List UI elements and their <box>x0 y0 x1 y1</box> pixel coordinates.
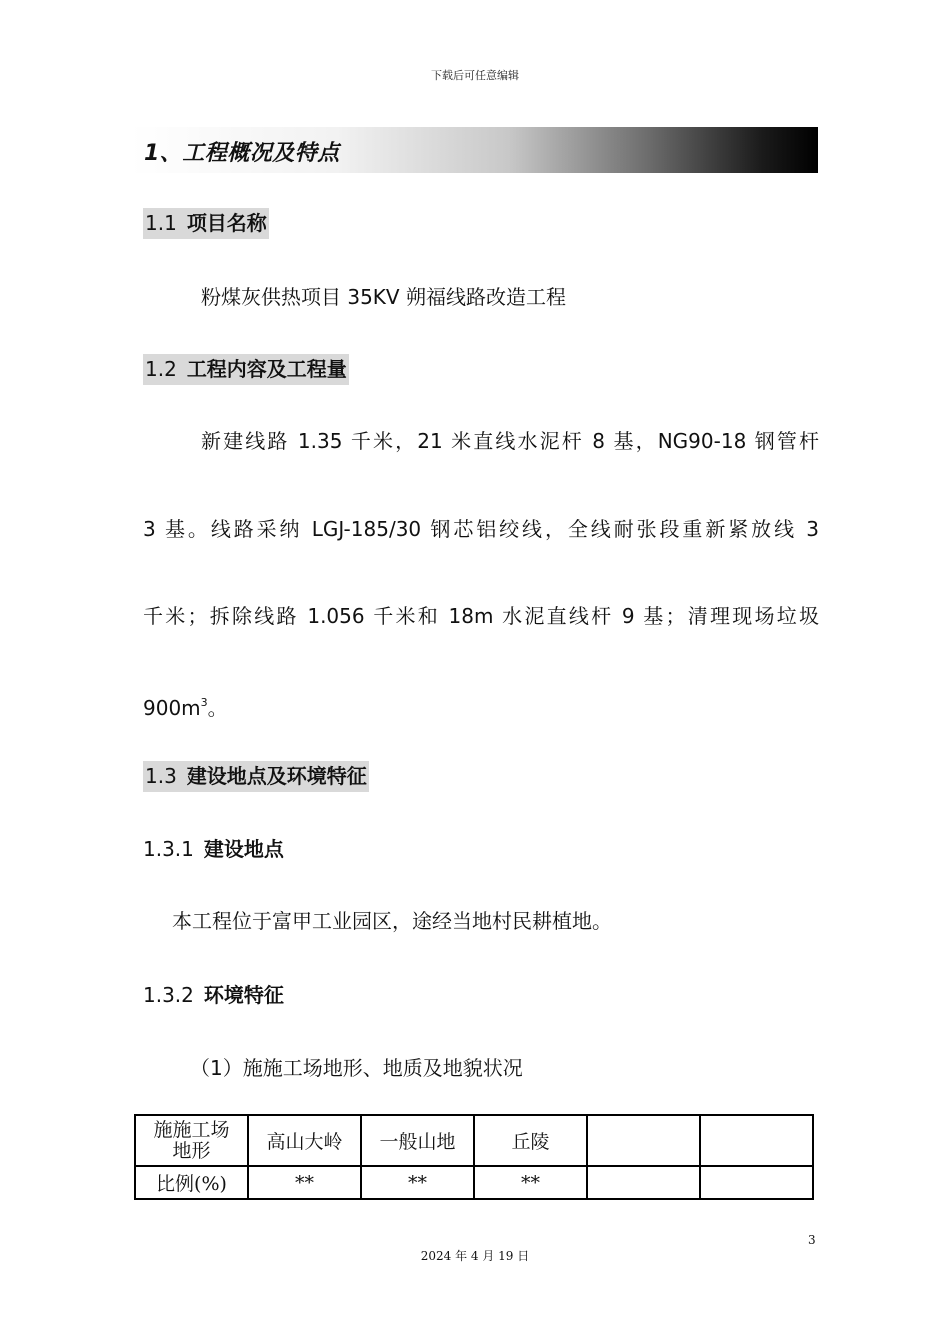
table-header-cell <box>700 1115 813 1166</box>
header-note: 下载后可任意编辑 <box>431 69 519 82</box>
paragraph-line-last <box>143 690 228 721</box>
table-header-label <box>135 1115 248 1166</box>
section-number: 1.3.2 <box>143 983 194 1007</box>
section-title: 建设地点及环境特征 <box>186 764 367 788</box>
section-heading-1-3-1 <box>143 836 284 862</box>
page-number: 3 <box>808 1233 816 1247</box>
cubic-superscript: 3 <box>200 696 208 709</box>
section-heading-1-3-2 <box>143 982 284 1008</box>
section-heading-1-2 <box>143 354 349 385</box>
header-label-line: 地形 <box>172 1139 211 1162</box>
footer-date: 2024 年 4 月 19 日 <box>420 1249 530 1263</box>
terrain-item-text: （1）施施工场地形、地质及地貌状况 <box>190 1056 523 1080</box>
table-cell: ** <box>361 1166 474 1199</box>
table-cell: ** <box>248 1166 361 1199</box>
header-label-line: 施施工场 <box>153 1118 230 1141</box>
section-number: 1.3.1 <box>143 837 194 861</box>
table-cell: ** <box>474 1166 587 1199</box>
table-cell <box>587 1166 700 1199</box>
section-number: 1.1 <box>145 211 177 235</box>
location-text: 本工程位于富甲工业园区，途经当地村民耕植地。 <box>172 909 612 933</box>
chapter-title-bar <box>130 127 818 173</box>
section-title: 环境特征 <box>203 983 284 1007</box>
table-row <box>135 1115 813 1166</box>
section-number: 1.2 <box>145 357 177 381</box>
section-heading-1-3 <box>143 761 369 792</box>
table-header-cell: 一般山地 <box>361 1115 474 1166</box>
table-cell <box>700 1166 813 1199</box>
chapter-title: 1、工程概况及特点 <box>144 141 340 166</box>
section-heading-1-1 <box>143 208 269 239</box>
section-title: 工程内容及工程量 <box>186 357 347 381</box>
paragraph-line: 新建线路 1.35 千米，21 米直线水泥杆 8 基，NG90-18 钢管杆 <box>201 429 819 453</box>
table-header-cell: 丘陵 <box>474 1115 587 1166</box>
end-mark: 。 <box>207 696 228 720</box>
table-header-cell: 高山大岭 <box>248 1115 361 1166</box>
table-row-label: 比例(%) <box>135 1166 248 1199</box>
section-title: 项目名称 <box>186 211 267 235</box>
paragraph-line: 3 基。线路采纳 LGJ-185/30 钢芯铝绞线，全线耐张段重新紧放线 3 <box>143 517 819 541</box>
terrain-table <box>134 1114 814 1200</box>
table-header-cell <box>587 1115 700 1166</box>
volume-value: 900m <box>143 696 201 720</box>
table-row <box>135 1166 813 1199</box>
paragraph-line: 千米；拆除线路 1.056 千米和 18m 水泥直线杆 9 基；清理现场垃圾 <box>143 604 819 628</box>
project-name-text: 粉煤灰供热项目 35KV 朔福线路改造工程 <box>201 285 566 309</box>
section-title: 建设地点 <box>203 837 284 861</box>
section-number: 1.3 <box>145 764 177 788</box>
